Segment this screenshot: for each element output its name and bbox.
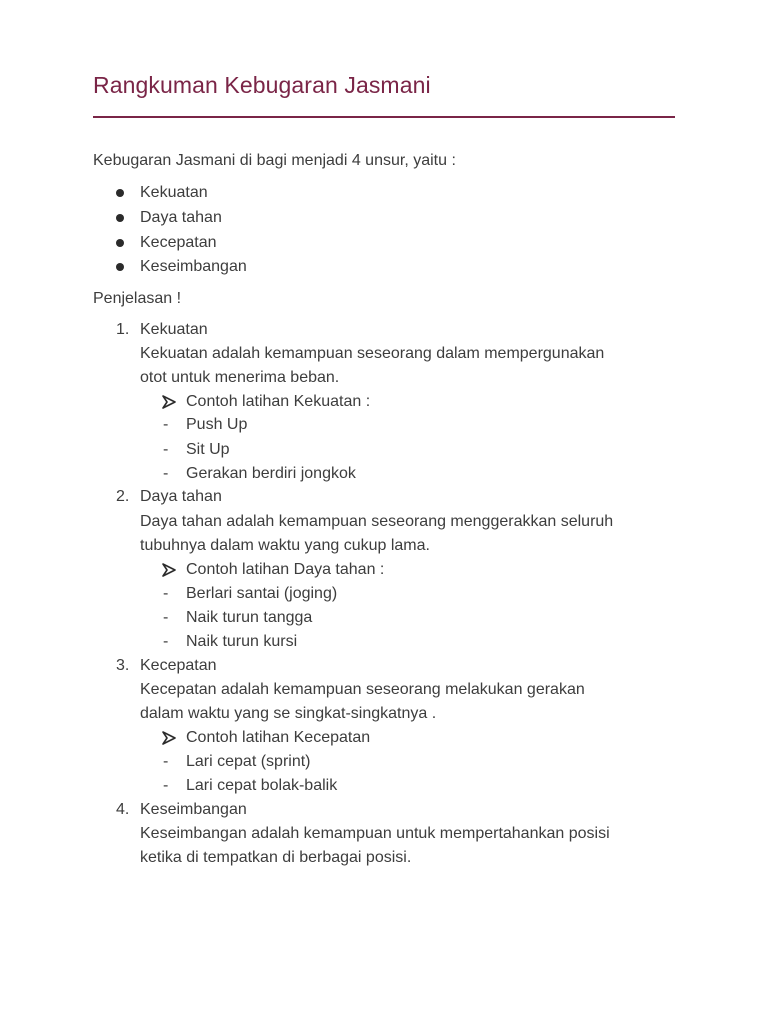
example-item: Naik turun tangga: [186, 609, 313, 626]
example-item: Berlari santai (joging): [186, 585, 338, 602]
section-name: Kecepatan: [140, 657, 217, 674]
bullet-icon: [116, 239, 124, 247]
dash-bullet: -: [163, 416, 169, 433]
list-item: Kekuatan: [140, 184, 208, 201]
dash-bullet: -: [163, 777, 169, 794]
example-item: Lari cepat bolak-balik: [186, 777, 338, 794]
section-number: 4.: [116, 801, 130, 818]
example-item: Sit Up: [186, 441, 230, 458]
list-item: Keseimbangan: [140, 258, 247, 275]
section-description: otot untuk menerima beban.: [140, 369, 340, 386]
section-name: Kekuatan: [140, 321, 208, 338]
bullet-icon: [116, 189, 124, 197]
section-description: Kekuatan adalah kemampuan seseorang dalam mempergunakan: [140, 345, 605, 362]
section-description: Keseimbangan adalah kemampuan untuk mempertahankan posisi: [140, 825, 610, 842]
intro-text: Kebugaran Jasmani di bagi menjadi 4 unsur, yaitu :: [93, 152, 456, 169]
bullet-icon: [116, 263, 124, 271]
list-item: Kecepatan: [140, 234, 217, 251]
example-heading: Contoh latihan Daya tahan :: [186, 561, 385, 578]
example-item: Push Up: [186, 416, 248, 433]
section-number: 2.: [116, 488, 130, 505]
document-title: Rangkuman Kebugaran Jasmani: [93, 72, 431, 98]
section-description: Kecepatan adalah kemampuan seseorang melakukan gerakan: [140, 681, 585, 698]
example-heading: Contoh latihan Kecepatan: [186, 729, 371, 746]
dash-bullet: -: [163, 753, 169, 770]
arrow-bullet-icon: [162, 395, 176, 409]
example-item: Lari cepat (sprint): [186, 753, 311, 770]
section-number: 3.: [116, 657, 130, 674]
section-description: tubuhnya dalam waktu yang cukup lama.: [140, 537, 430, 554]
arrow-bullet-icon: [162, 731, 176, 745]
dash-bullet: -: [163, 441, 169, 458]
section-description: ketika di tempatkan di berbagai posisi.: [140, 849, 412, 866]
example-heading: Contoh latihan Kekuatan :: [186, 393, 371, 410]
example-item: Naik turun kursi: [186, 633, 298, 650]
section-description: dalam waktu yang se singkat-singkatnya .: [140, 705, 437, 722]
dash-bullet: -: [163, 609, 169, 626]
example-item: Gerakan berdiri jongkok: [186, 465, 356, 482]
dash-bullet: -: [163, 465, 169, 482]
dash-bullet: -: [163, 585, 169, 602]
section-name: Keseimbangan: [140, 801, 247, 818]
arrow-bullet-icon: [162, 563, 176, 577]
section-description: Daya tahan adalah kemampuan seseorang menggerakkan seluruh: [140, 513, 614, 530]
dash-bullet: -: [163, 633, 169, 650]
section-name: Daya tahan: [140, 488, 222, 505]
list-item: Daya tahan: [140, 209, 222, 226]
section-number: 1.: [116, 321, 130, 338]
title-divider: [93, 116, 675, 118]
explanation-heading: Penjelasan !: [93, 290, 182, 307]
bullet-icon: [116, 214, 124, 222]
